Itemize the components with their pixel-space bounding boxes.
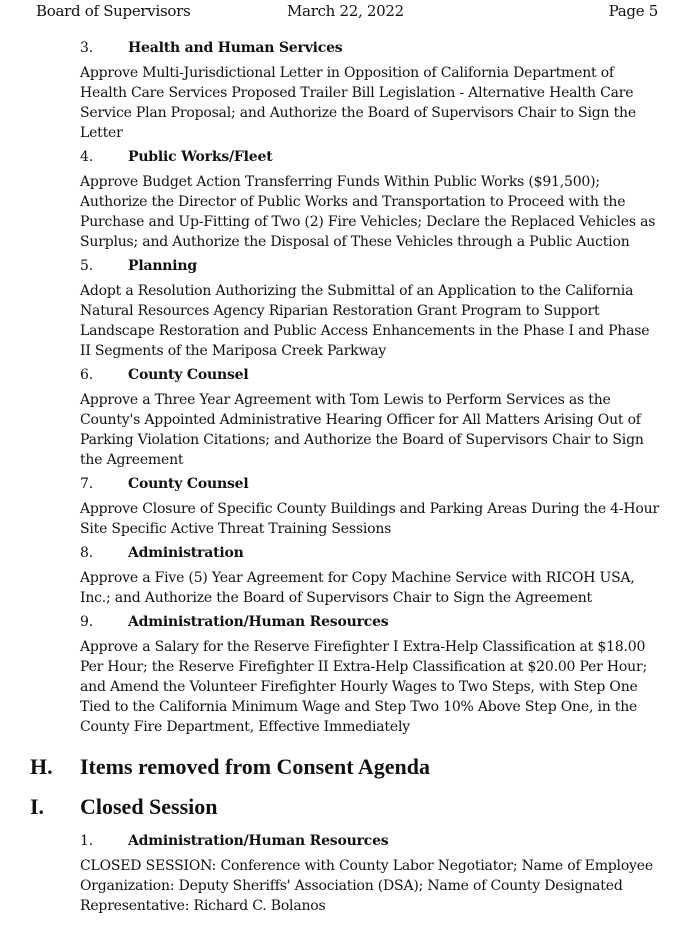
section-heading-closed-session [0, 793, 680, 821]
agenda-item-heading [80, 543, 680, 563]
agenda-item-title: Administration [128, 545, 244, 561]
agenda-item-number: 3. [80, 40, 93, 56]
agenda-item-number: 8. [80, 545, 93, 561]
section-letter: H. [30, 754, 53, 779]
section-title: Items removed from Consent Agenda [80, 754, 430, 779]
agenda-item-description: Approve a Three Year Agreement with Tom Lewis to Perform Services as the County's Appointed Administrative Hearing Officer for All Matters Arising Out of Parking Violation Citations; and Authorize the Board of Supervisors Chair to Sign the Agreement [80, 392, 644, 468]
agenda-item [0, 147, 680, 252]
agenda-item [0, 543, 680, 608]
agenda-item-number: 7. [80, 476, 93, 492]
agenda-item-heading [80, 38, 680, 58]
agenda-item-heading [80, 256, 680, 276]
agenda-item [0, 831, 680, 916]
agenda-item-description: CLOSED SESSION: Conference with County Labor Negotiator; Name of Employee Organization: Deputy Sheriffs' Association (DSA); Name of County Designated Representative: Richard C. Bolanos [80, 858, 653, 914]
agenda-item-title: Health and Human Services [128, 40, 343, 56]
agenda-item-heading [80, 831, 680, 851]
section-heading-removed-items [0, 753, 680, 781]
agenda-item-description: Adopt a Resolution Authorizing the Submittal of an Application to the California Natural Resources Agency Riparian Restoration Grant Program to Support Landscape Restoration and Public Access Enhancements in the Phase I and Phase II Segments of the Mariposa Creek Parkway [80, 283, 650, 359]
agenda-item [0, 474, 680, 539]
agenda-item-number: 1. [80, 833, 93, 849]
agenda-item-description: Approve a Salary for the Reserve Firefighter I Extra-Help Classification at $18.00 Per Hour; the Reserve Firefighter II Extra-Help Classification at $20.00 Per Hour; and Amend the Volunteer Firefighter Hourly Wages to Two Steps, with Step One Tied to the California Minimum Wage and Step Two 10% Above Step One, in the County Fire Department, Effective Immediately [80, 639, 647, 735]
agenda-item-title: Planning [128, 258, 197, 274]
header-board-name: Board of Supervisors [36, 2, 191, 20]
agenda-item-number: 9. [80, 614, 93, 630]
agenda-item-description: Approve a Five (5) Year Agreement for Copy Machine Service with RICOH USA, Inc.; and Authorize the Board of Supervisors Chair to Sign the Agreement [80, 570, 635, 606]
agenda-item [0, 365, 680, 470]
agenda-item-number: 5. [80, 258, 93, 274]
header-page-number: Page 5 [608, 2, 658, 20]
section-letter: I. [30, 794, 45, 819]
section-title: Closed Session [80, 794, 218, 819]
header-date: March 22, 2022 [287, 2, 404, 20]
agenda-item-description: Approve Multi-Jurisdictional Letter in Opposition of California Department of Health Care Services Proposed Trailer Bill Legislation - Alternative Health Care Service Plan Proposal; and Authorize the Board of Supervisors Chair to Sign the Letter [80, 65, 636, 141]
agenda-item-title: County Counsel [128, 367, 249, 383]
page-header [0, 2, 680, 24]
agenda-item-number: 4. [80, 149, 93, 165]
agenda-item-heading [80, 365, 680, 385]
agenda-item-title: Public Works/Fleet [128, 149, 273, 165]
agenda-item [0, 38, 680, 143]
agenda-item-title: County Counsel [128, 476, 249, 492]
agenda-item-description: Approve Budget Action Transferring Funds Within Public Works ($91,500); Authorize the Director of Public Works and Transportation to Proceed with the Purchase and Up-Fitting of Two (2) Fire Vehicles; Declare the Replaced Vehicles as Surplus; and Authorize the Disposal of These Vehicles through a Public Auction [80, 174, 656, 250]
agenda-item-description: Approve Closure of Specific County Buildings and Parking Areas During the 4-Hour Site Specific Active Threat Training Sessions [80, 501, 659, 537]
agenda-item [0, 256, 680, 361]
agenda-content [0, 38, 680, 920]
agenda-item [0, 612, 680, 737]
agenda-item-heading [80, 612, 680, 632]
agenda-item-title: Administration/Human Resources [128, 614, 389, 630]
agenda-item-heading [80, 147, 680, 167]
agenda-item-heading [80, 474, 680, 494]
agenda-item-number: 6. [80, 367, 93, 383]
agenda-item-title: Administration/Human Resources [128, 833, 389, 849]
